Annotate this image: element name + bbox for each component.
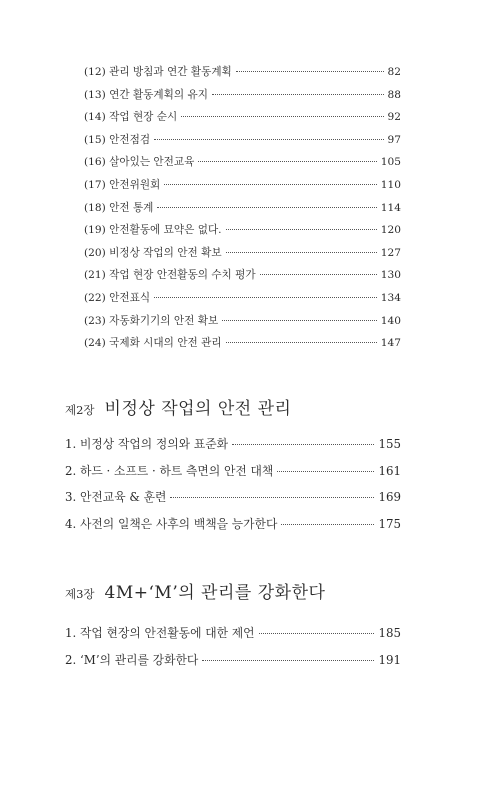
dot-leader bbox=[164, 184, 376, 185]
chapter3-heading bbox=[65, 578, 325, 603]
entry-title: (21) 작업 현장 안전활동의 수치 평가 bbox=[84, 269, 256, 282]
dot-leader bbox=[277, 471, 374, 472]
entry-title: (12) 관리 방침과 연간 활동계획 bbox=[84, 66, 232, 78]
toc-entry bbox=[84, 313, 401, 336]
dot-leader bbox=[202, 660, 374, 661]
entry-page-number: 114 bbox=[380, 201, 401, 214]
entry-title: (22) 안전표식 bbox=[84, 291, 151, 304]
entry-page-number: 161 bbox=[378, 463, 401, 478]
dot-leader bbox=[170, 497, 374, 498]
dot-leader bbox=[157, 207, 376, 208]
dot-leader bbox=[181, 116, 383, 117]
entry-title: 1. 비정상 작업의 정의와 표준화 bbox=[65, 437, 229, 451]
toc-entry bbox=[84, 109, 401, 132]
entry-page-number: 155 bbox=[378, 437, 401, 451]
toc-entry bbox=[65, 462, 401, 489]
dot-leader bbox=[226, 252, 377, 253]
entry-title: (17) 안전위원회 bbox=[84, 178, 161, 191]
entry-title: (16) 살아있는 안전교육 bbox=[84, 156, 195, 169]
toc-entry bbox=[84, 154, 401, 177]
dot-leader bbox=[212, 94, 384, 95]
entry-page-number: 140 bbox=[380, 314, 401, 327]
dot-leader bbox=[154, 297, 377, 298]
chapter-title: 4M+‘M’의 관리를 강화한다 bbox=[104, 583, 326, 603]
entry-page-number: 88 bbox=[387, 88, 401, 101]
chapter-number: 제3장 bbox=[65, 587, 95, 601]
entry-page-number: 82 bbox=[387, 66, 401, 78]
toc-entry bbox=[84, 245, 401, 268]
chapter-number: 제2장 bbox=[65, 403, 95, 417]
toc-entry bbox=[84, 87, 401, 110]
dot-leader bbox=[232, 444, 374, 445]
entry-page-number: 169 bbox=[378, 490, 401, 504]
toc-entry bbox=[84, 267, 401, 290]
toc-entry bbox=[84, 290, 401, 313]
toc-entry bbox=[65, 435, 401, 462]
toc-entry bbox=[65, 488, 401, 515]
entry-title: (20) 비정상 작업의 안전 확보 bbox=[84, 246, 222, 259]
chapter3-section-list bbox=[65, 624, 401, 677]
toc-entry bbox=[84, 177, 401, 200]
entry-title: 2. 하드 · 소프트 · 하트 측면의 안전 대책 bbox=[65, 463, 274, 478]
toc-entry bbox=[65, 651, 401, 678]
entry-title: 2. ‘M’의 관리를 강화한다 bbox=[65, 652, 199, 667]
entry-title: (19) 안전활동에 묘약은 없다. bbox=[84, 224, 222, 237]
entry-page-number: 92 bbox=[387, 111, 401, 124]
toc-entry bbox=[84, 200, 401, 223]
toc-entry bbox=[84, 222, 401, 245]
dot-leader bbox=[259, 633, 375, 634]
entry-page-number: 134 bbox=[380, 291, 401, 304]
entry-page-number: 191 bbox=[378, 652, 401, 667]
entry-title: 3. 안전교육 & 훈련 bbox=[65, 490, 167, 504]
entry-page-number: 175 bbox=[378, 516, 401, 531]
entry-page-number: 97 bbox=[387, 133, 401, 146]
entry-title: (24) 국제화 시대의 안전 관리 bbox=[84, 337, 222, 350]
dot-leader bbox=[236, 71, 384, 72]
chapter2-heading bbox=[65, 394, 291, 419]
toc-entry bbox=[84, 132, 401, 155]
dot-leader bbox=[154, 139, 383, 140]
entry-title: (15) 안전점검 bbox=[84, 133, 151, 146]
toc-entry bbox=[84, 335, 401, 358]
chapter2-section-list bbox=[65, 435, 401, 541]
entry-page-number: 130 bbox=[380, 269, 401, 282]
entry-title: (18) 안전 통계 bbox=[84, 201, 154, 214]
entry-title: 4. 사전의 일책은 사후의 백책을 능가한다 bbox=[65, 516, 278, 531]
dot-leader bbox=[260, 274, 377, 275]
dot-leader bbox=[222, 320, 377, 321]
dot-leader bbox=[226, 342, 377, 343]
entry-page-number: 185 bbox=[378, 626, 401, 640]
entry-page-number: 127 bbox=[380, 246, 401, 259]
toc-entry bbox=[84, 64, 401, 87]
toc-entry bbox=[65, 624, 401, 651]
dot-leader bbox=[198, 161, 376, 162]
entry-page-number: 120 bbox=[380, 224, 401, 237]
entry-page-number: 105 bbox=[380, 156, 401, 169]
entry-title: (23) 자동화기기의 안전 확보 bbox=[84, 314, 219, 327]
dot-leader bbox=[226, 229, 377, 230]
entry-title: (13) 연간 활동계획의 유지 bbox=[84, 88, 208, 101]
entry-page-number: 110 bbox=[380, 178, 401, 191]
dot-leader bbox=[281, 524, 374, 525]
entry-title: 1. 작업 현장의 안전활동에 대한 제언 bbox=[65, 626, 255, 640]
entry-title: (14) 작업 현장 순시 bbox=[84, 111, 178, 124]
chapter-title: 비정상 작업의 안전 관리 bbox=[104, 399, 292, 419]
entry-page-number: 147 bbox=[380, 337, 401, 350]
chapter1-section-list bbox=[84, 64, 401, 358]
toc-entry bbox=[65, 515, 401, 542]
